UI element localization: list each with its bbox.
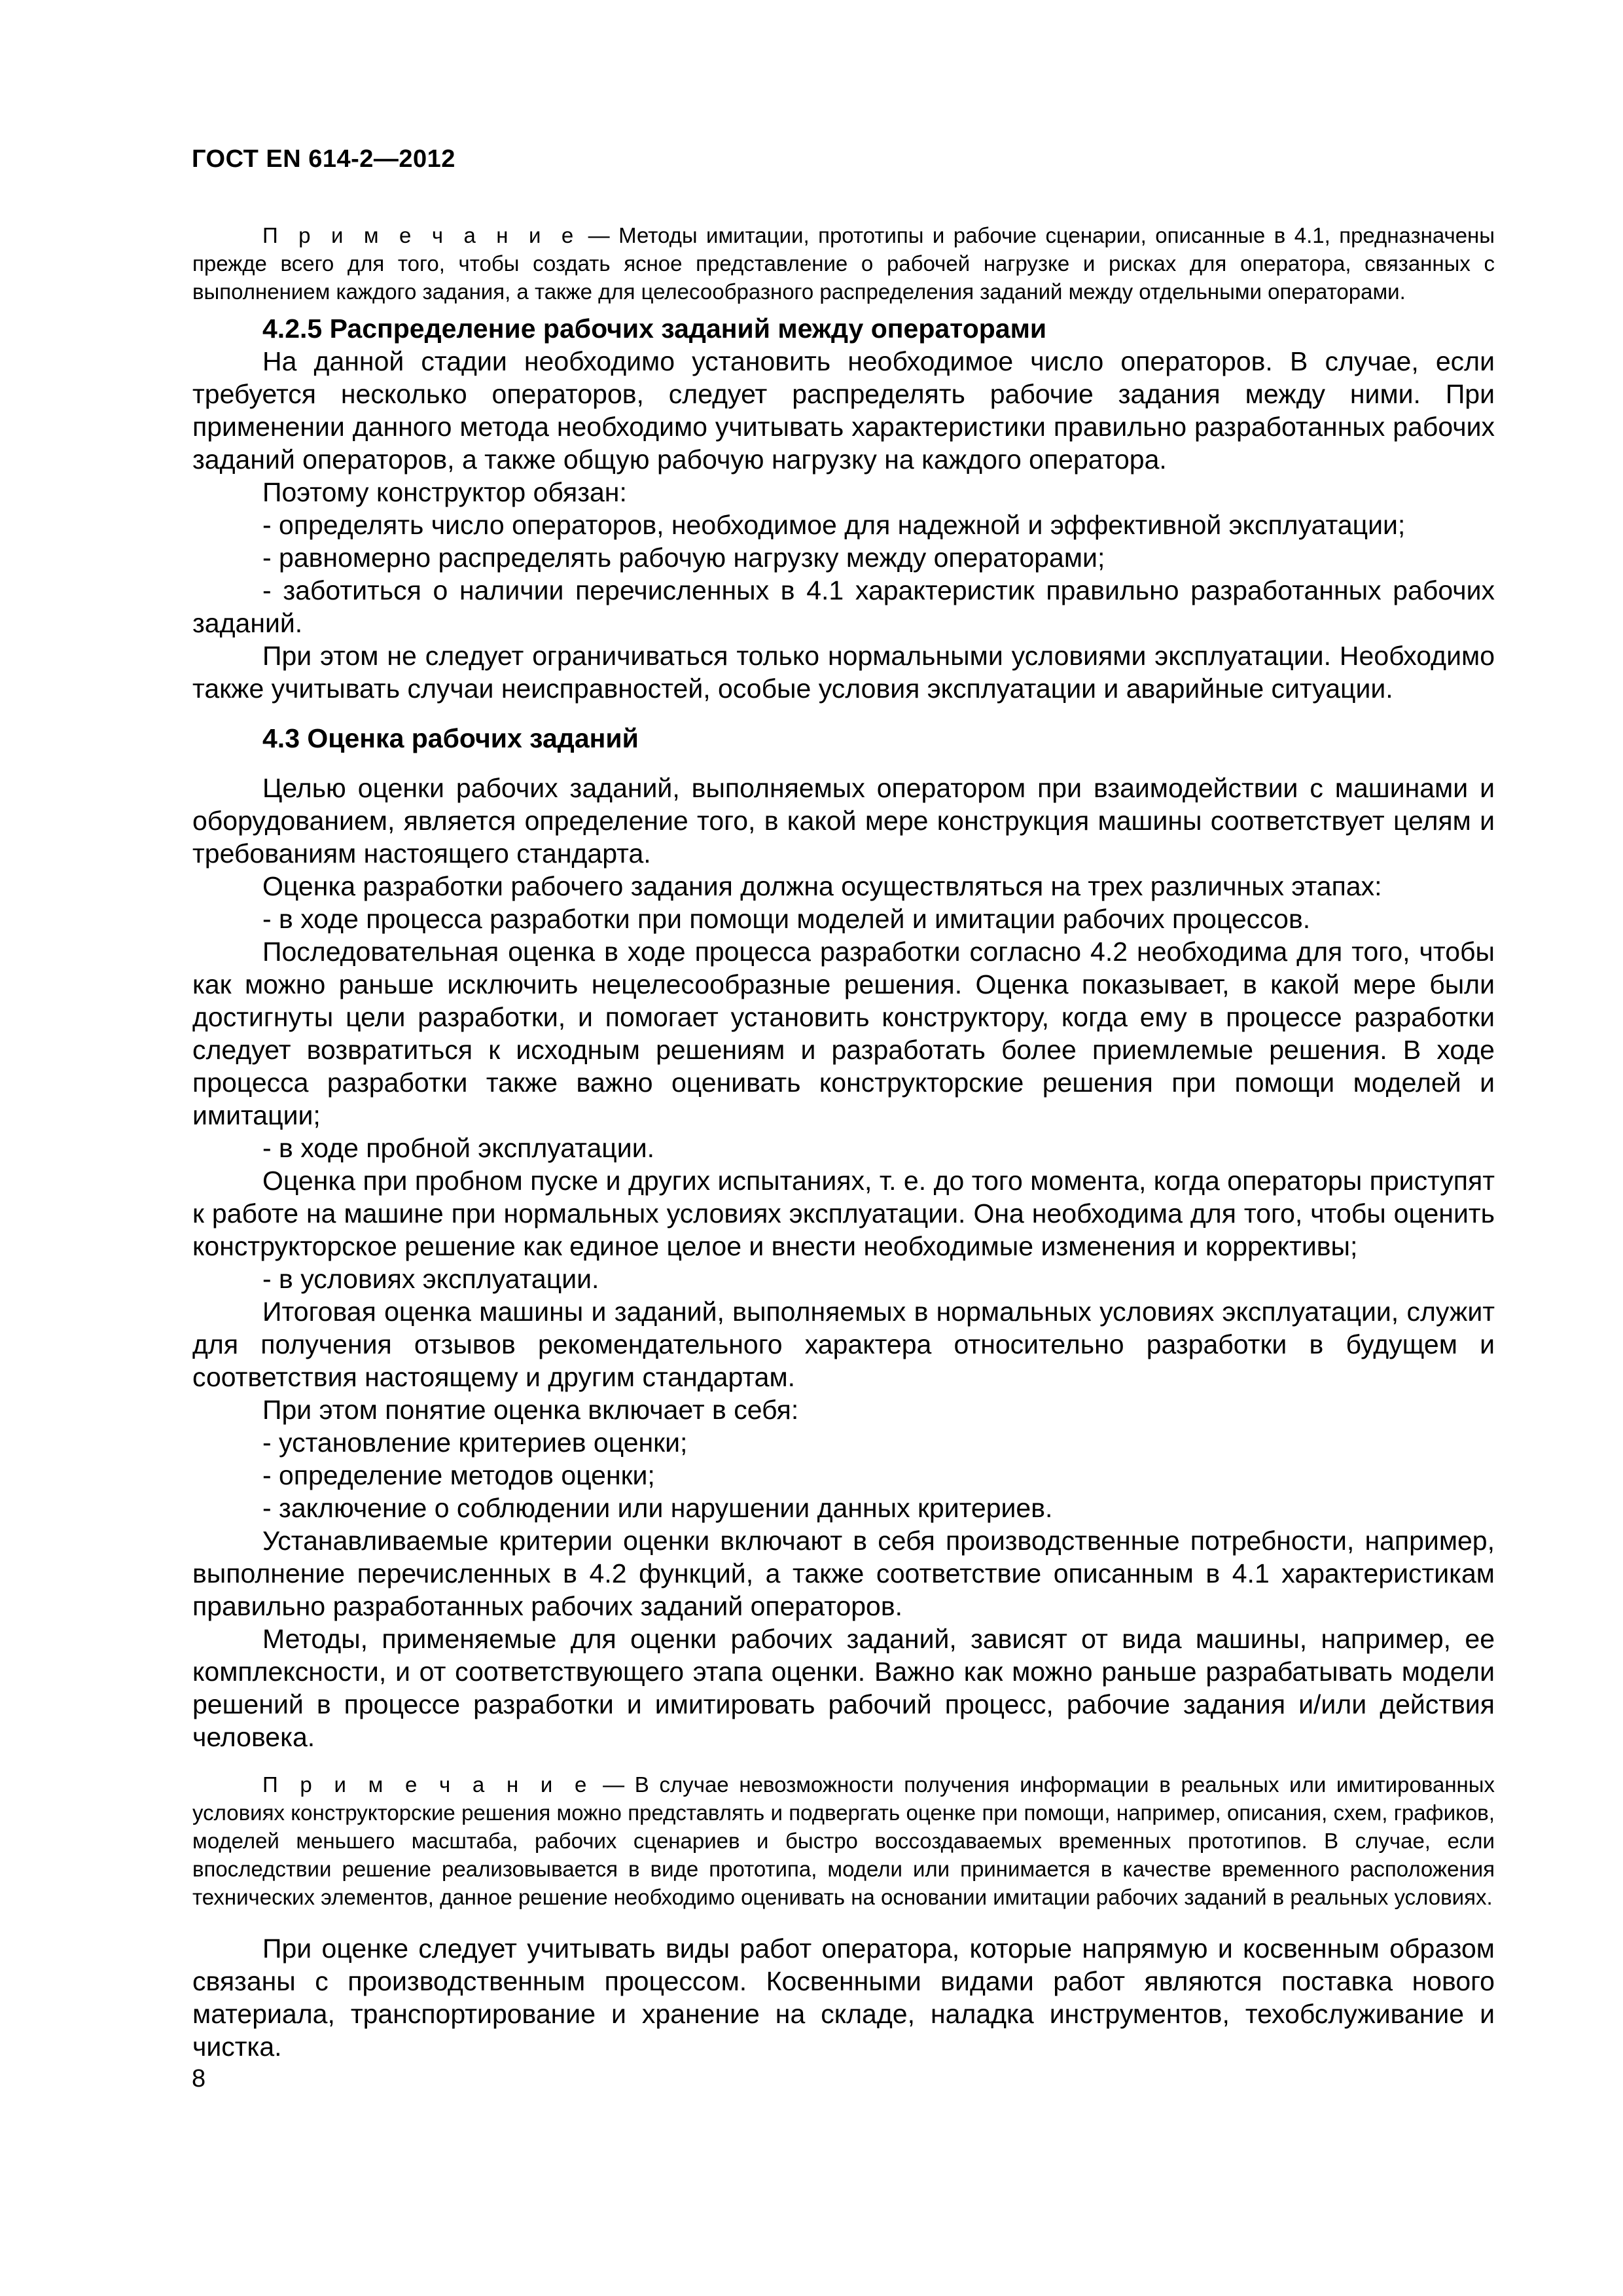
note-2-label: П р и м е ч а н и е (262, 1772, 593, 1797)
section-4-2-5-list-item: - определять число операторов, необходимое для надежной и эффективной эксплуатации; (262, 510, 1406, 540)
section-4-2-5-list-item: - равномерно распределять рабочую нагрузку между операторами; (262, 543, 1105, 573)
section-4-3-paragraph: Оценка при пробном пуске и других испытаниях, т. е. до того момента, когда операторы приступят к работе на машине при нормальных условиях эксплуатации. Она необходима для того, чтобы оценить конструкторское решение как единое целое и внести необходимые изменения и коррективы; (192, 1166, 1495, 1261)
section-4-2-5-list-item: - заботиться о наличии перечисленных в 4.1 характеристик правильно разработанных рабочих заданий. (192, 575, 1495, 638)
section-4-3-paragraph: Итоговая оценка машины и заданий, выполняемых в нормальных условиях эксплуатации, служит для получения отзывов рекомендательного характера относительно разработки в будущем и соответствия настоящему и другим стандартам. (192, 1297, 1495, 1392)
section-4-3-heading: 4.3 Оценка рабочих заданий (262, 723, 639, 753)
section-4-3-paragraph: Целью оценки рабочих заданий, выполняемых оператором при взаимодействии с машинами и оборудованием, является определение того, в какой мере конструкция машины соответствует целям и требованиям настоящего стандарта. (192, 773, 1495, 869)
note-1-text: — Методы имитации, прототипы и рабочие сценарии, описанные в 4.1, предназначены прежде всего для того, чтобы создать ясное представление о рабочей нагрузке и рисках для оператора, связанных с выполнением каждого задания, а также для целесообразного распределения заданий между отдельными операторами. (192, 223, 1495, 304)
section-4-3-paragraph: Оценка разработки рабочего задания должна осуществляться на трех различных этапах: (262, 871, 1382, 901)
section-4-3-paragraph: При этом понятие оценка включает в себя: (262, 1395, 799, 1425)
section-4-3-list-item: - заключение о соблюдении или нарушении данных критериев. (262, 1493, 1053, 1523)
section-4-3-list-item: - в условиях эксплуатации. (262, 1264, 599, 1294)
document-header: ГОСТ EN 614-2—2012 (192, 145, 455, 173)
section-4-2-5-paragraph: При этом не следует ограничиваться только нормальными условиями эксплуатации. Необходимо также учитывать случаи неисправностей, особые условия эксплуатации и аварийные ситуации. (192, 641, 1495, 704)
section-4-3-list-item: - установление критериев оценки; (262, 1427, 688, 1458)
note-2-text: — В случае невозможности получения информации в реальных или имитированных условиях конструкторские решения можно представлять и подвергать оценке при помощи, например, описания, схем, графиков, моделей меньшего масштаба, рабочих сценариев и быстро воссоздаваемых временных прототипов. В случае, если впоследствии решение реализовывается в виде прототипа, модели или принимается в качестве временного расположения технических элементов, данное решение необходимо оценивать на основании имитации рабочих заданий в реальных условиях. (192, 1772, 1495, 1909)
section-4-3-list-item: - в ходе пробной эксплуатации. (262, 1133, 654, 1163)
note-1 (192, 221, 1495, 306)
section-4-3-paragraph: Устанавливаемые критерии оценки включают в себя производственные потребности, например, выполнение перечисленных в 4.2 функций, а также соответствие описанным в 4.1 характеристикам правильно разработанных рабочих заданий операторов. (192, 1526, 1495, 1621)
page-content (192, 221, 1495, 2063)
note-2 (192, 1770, 1495, 1911)
section-4-2-5-heading: 4.2.5 Распределение рабочих заданий между операторами (262, 314, 1047, 344)
note-1-label: П р и м е ч а н и е (262, 223, 580, 247)
section-4-3-paragraph: Последовательная оценка в ходе процесса разработки согласно 4.2 необходима для того, чтобы как можно раньше исключить нецелесообразные решения. Оценка показывает, в какой мере были достигнуты цели разработки, и помогает установить конструктору, когда ему в процессе разработки следует возвратиться к исходным решениям и разработать более приемлемые решения. В ходе процесса разработки также важно оценивать конструкторские решения при помощи моделей и имитации; (192, 937, 1495, 1130)
section-4-3-list-item: - в ходе процесса разработки при помощи моделей и имитации рабочих процессов. (262, 904, 1311, 934)
section-4-3-paragraph: Методы, применяемые для оценки рабочих заданий, зависят от вида машины, например, ее комплексности, и от соответствующего этапа оценки. Важно как можно раньше разрабатывать модели решений в процессе разработки и имитировать рабочий процесс, рабочие задания и/или действия человека. (192, 1624, 1495, 1752)
section-4-2-5-paragraph: Поэтому конструктор обязан: (262, 477, 627, 507)
section-4-3-list-item: - определение методов оценки; (262, 1460, 655, 1490)
closing-paragraph: При оценке следует учитывать виды работ оператора, которые напрямую и косвенным образом связаны с производственным процессом. Косвенными видами работ являются поставка нового материала, транспортирование и хранение на складе, наладка инструментов, техобслуживание и чистка. (192, 1933, 1495, 2062)
section-4-2-5-paragraph: На данной стадии необходимо установить необходимое число операторов. В случае, если требуется несколько операторов, следует распределять рабочие задания между ними. При применении данного метода необходимо учитывать характеристики правильно разработанных рабочих заданий операторов, а также общую рабочую нагрузку на каждого оператора. (192, 346, 1495, 475)
page-number: 8 (192, 2065, 206, 2092)
